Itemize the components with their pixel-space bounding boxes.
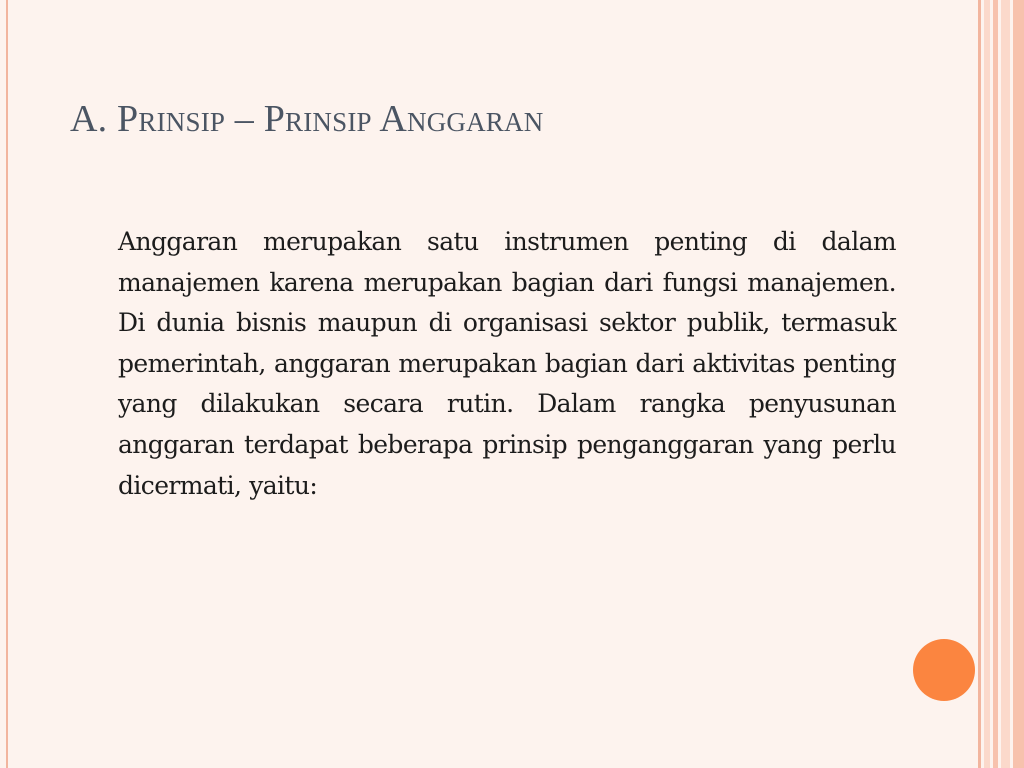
right-stripe-1 bbox=[978, 0, 981, 768]
right-stripe-3 bbox=[993, 0, 998, 768]
right-stripe-5 bbox=[1013, 0, 1024, 768]
accent-circle bbox=[913, 639, 975, 701]
right-stripe-2 bbox=[984, 0, 990, 768]
slide-title: A. Prinsip – Prinsip Anggaran bbox=[70, 98, 544, 140]
slide-body-text: Anggaran merupakan satu instrumen penting di dalam manajemen karena merupakan bagian dari fungsi manajemen. Di dunia bisnis maupun di organisasi sektor publik, termasuk pemerintah, anggaran merupakan bagian dari aktivitas penting yang dilakukan secara rutin. Dalam rangka penyusunan anggaran terdapat beberapa prinsip penganggaran yang perlu dicermati, yaitu: bbox=[118, 227, 896, 500]
left-border-line bbox=[6, 0, 8, 768]
right-stripe-4 bbox=[1001, 0, 1010, 768]
